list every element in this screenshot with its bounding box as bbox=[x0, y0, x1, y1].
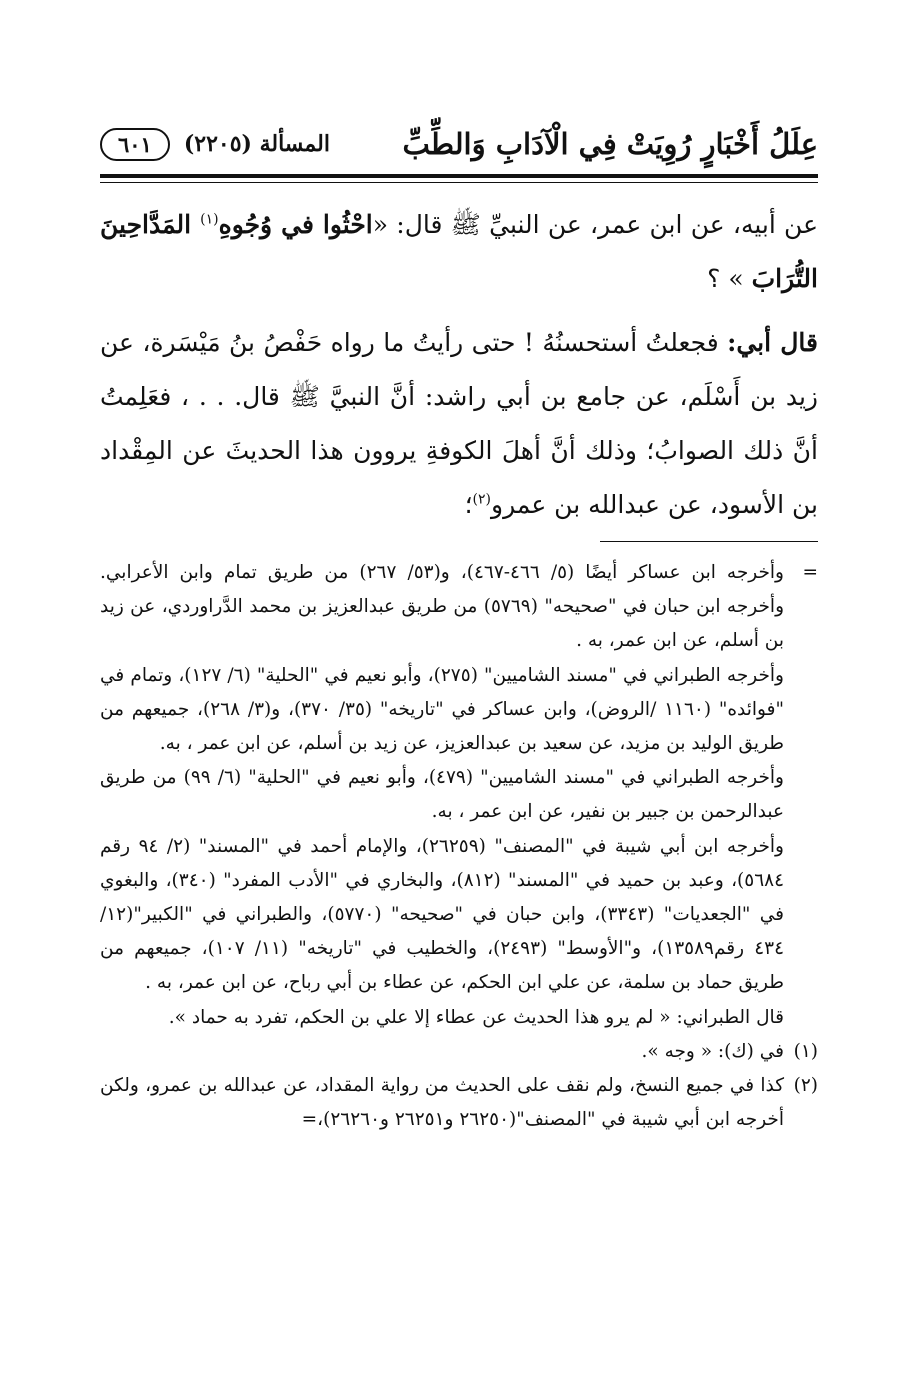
p2-text: فجعلتُ أستحسنُهُ ! حتى رأيتُ ما رواه حَفْصُ بنُ مَيْسَرة، عن زيد بن أَسْلَم، عن جامع بن أبي راشد: أنَّ النبيَّ ﷺ قال. . . ، فعَلِمتُ أنَّ ذلك الصوابُ؛ وذلك أنَّ أهلَ الكوفةِ يروون هذا الحديثَ عن المِقْداد بن الأسود، عن عبدالله بن عمرو bbox=[100, 328, 818, 519]
main-text bbox=[100, 198, 818, 532]
p1-tail: » ؟ bbox=[707, 264, 752, 293]
running-header bbox=[100, 116, 818, 172]
footnote-line: كذا في جميع النسخ، ولم نقف على الحديث من رواية المقداد، عن عبدالله بن عمرو، ولكن أخرجه ابن أبي شيبة في "المصنف"(٢٦٢٥٠ و٢٦٢٥١ و٢٦٢٦٠)،= bbox=[100, 1075, 784, 1131]
footnote-continued bbox=[100, 556, 818, 1035]
footnote-line: وأخرجه ابن عساكر أيضًا (٥/ ٤٦٦-٤٦٧)، و(٥٣/ ٢٦٧) من طريق تمام وابن الأعرابي. وأخرجه ابن حبان في "صحيحه" (٥٧٦٩) من طريق عبدالعزيز بن محمد الدَّراوردي، عن زيد بن أسلم، عن ابن عمر، به . bbox=[100, 562, 784, 652]
p1-quote-continued: المَدَّاحِينَ التُّرَابَ bbox=[100, 210, 818, 293]
footnote-mark: (١) bbox=[793, 1040, 818, 1062]
footnote-text bbox=[100, 1035, 784, 1069]
issue-label: المسألة (٢٢٠٥) bbox=[183, 131, 330, 157]
p1-quote: احْثُوا في وُجُوهِ bbox=[218, 210, 373, 239]
footnote-text bbox=[100, 556, 784, 1035]
paragraph-2 bbox=[100, 316, 818, 532]
book-title: عِلَلُ أَخْبَارٍ رُوِيَتْ فِي الْآدَابِ وَالطِّبِّ bbox=[402, 127, 818, 161]
header-rule-thin bbox=[100, 182, 818, 183]
footnote-line: وأخرجه الطبراني في "مسند الشاميين" (٤٧٩)، وأبو نعيم في "الحلية" (٦/ ٩٩) من طريق عبدالرحمن بن جبير بن نفير، عن ابن عمر ، به. bbox=[100, 767, 784, 823]
footnote-line: قال الطبراني: « لم يرو هذا الحديث عن عطاء إلا علي بن الحكم، تفرد به حماد ». bbox=[168, 1006, 784, 1028]
footnote-line: في (ك): « وجه ». bbox=[641, 1040, 784, 1062]
footnote-line: وأخرجه ابن أبي شيبة في "المصنف" (٢٦٢٥٩)، والإمام أحمد في "المسند" (٢/ ٩٤ رقم ٥٦٨٤)، وعبد بن حميد في "المسند" (٨١٢)، والبخاري في "الأدب المفرد" (٣٤٠)، والبغوي في "الجعديات" (٣٣٤٣)، وابن حبان في "صحيحه" (٥٧٧٠)، والطبراني في "الكبير"(١٢/ ٤٣٤ رقم١٣٥٨٩)، و"الأوسط" (٢٤٩٣)، والخطيب في "تاريخه" (١١/ ١٠٧)، جميعهم من طريق حماد بن سلمة، عن علي ابن الحكم، عن عطاء بن أبي رباح، عن ابن عمر، به . bbox=[100, 835, 785, 994]
paragraph-1 bbox=[100, 198, 818, 306]
footnotes bbox=[100, 556, 818, 1137]
p1-lead: عن أبيه، عن ابن عمر، عن النبيِّ ﷺ قال: « bbox=[372, 210, 818, 239]
page-number: ٦٠١ bbox=[100, 128, 170, 161]
footnote-ref-1: (١) bbox=[200, 211, 219, 228]
header-rule-thick bbox=[100, 174, 818, 178]
header-left-group bbox=[100, 128, 330, 161]
footnote-mark: = bbox=[802, 562, 818, 583]
footnote-line: وأخرجه الطبراني في "مسند الشاميين" (٢٧٥)، وأبو نعيم في "الحلية" (٦/ ١٢٧)، وتمام في "فوائده" (١١٦٠ /الروض)، وابن عساكر في "تاريخه" (٣٥/ ٣٧٠)، و(٣/ ٢٦٨)، جميعهم من طريق الوليد بن مزيد، عن سعيد بن عبدالعزيز، عن زيد بن أسلم، عن ابن عمر ، به. bbox=[100, 664, 784, 755]
footnote-2 bbox=[100, 1069, 818, 1137]
footnote-ref-2: (٢) bbox=[472, 491, 491, 508]
footnote-mark: (٢) bbox=[793, 1075, 818, 1097]
p2-tail: ؛ bbox=[464, 490, 473, 519]
footnote-1 bbox=[100, 1035, 818, 1069]
footnote-text bbox=[100, 1069, 784, 1137]
p2-lead: قال أبي: bbox=[727, 328, 818, 357]
footnote-separator bbox=[600, 541, 818, 542]
